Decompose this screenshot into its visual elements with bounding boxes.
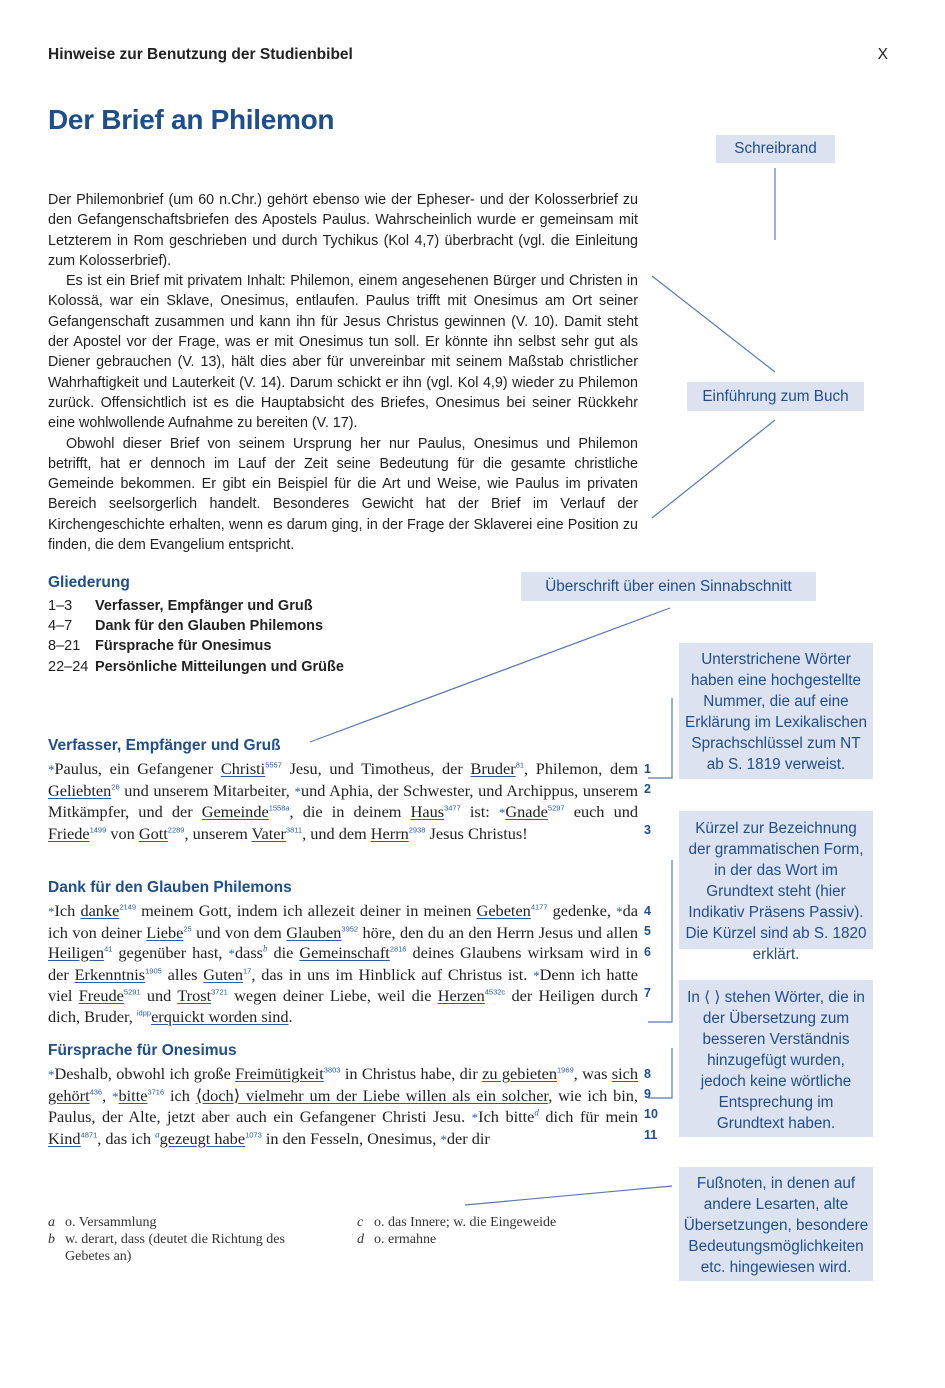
section-heading: Dank für den Glauben Philemons <box>48 879 292 896</box>
lexicon-word[interactable]: Gebeten <box>476 901 531 920</box>
book-title: Der Brief an Philemon <box>48 104 335 135</box>
footnote-column-left <box>48 1214 338 1265</box>
lexicon-word[interactable]: Gott <box>138 823 168 843</box>
lexicon-number[interactable]: 3811 <box>285 825 303 835</box>
lexicon-word[interactable]: Freude <box>78 986 124 1005</box>
lexicon-number[interactable]: 41 <box>104 944 113 954</box>
lexicon-number[interactable]: 5291 <box>123 987 141 997</box>
lexicon-word[interactable]: zu gebieten <box>482 1064 557 1083</box>
intro-paragraph: Obwohl dieser Brief von seinem Ursprung her nur Paulus, Onesimus und Philemon betrifft, hat er dennoch im Lauf der Zeit seine Bedeutung für die gesamte christliche Gemeinde bekommen. Er gibt ein Beispiel für die Art und Weise, wie Paulus im privaten Bereich seelsorgerlich handelt. Besonderes Gewicht hat der Brief im Verlauf der Kirchengeschichte erhalten, wenn es darum ging, in der Frage der Sklaverei eine Position zu finden, die dem Evangelium entspricht. <box>48 435 638 554</box>
asterisk-icon: * <box>48 762 55 777</box>
bible-text-section-1: *Paulus, ein Gefangener Christi$^{5557}$ Jesu, und Timotheus, der Bruder$^{81}$, Philemon, dem Geliebten$^{26}$ und unserem Mitarbeiter, *und Aphia, der Schwester, und Archippus, unserem Mitkämpfer, und der Gemeinde$^{1558a}$, die in deinem Haus$^{3477}$ ist: *Gnade$^{5297}$ euch und Friede$^{1499}$ von Gott$^{2289}$, unserem Vater$^{3811}$, und dem Herrn$^{2938}$ Jesus Christus! <box>48 759 638 843</box>
book-introduction <box>48 190 638 555</box>
running-header <box>48 46 888 64</box>
lexicon-word[interactable]: Herrn <box>370 823 409 843</box>
lexicon-number[interactable]: 2938 <box>408 825 426 835</box>
verse-number: 9 <box>644 1087 651 1101</box>
lexicon-number[interactable]: 1499 <box>89 825 107 835</box>
footnote: a o. Versammlung <box>48 1215 157 1230</box>
lexicon-word[interactable]: Herzen <box>437 986 485 1005</box>
outline-item <box>48 636 344 656</box>
asterisk-icon: * <box>228 946 235 961</box>
lexicon-word[interactable]: gezeugt habe <box>159 1128 246 1148</box>
footnote: c o. das Innere; w. die Eingeweide <box>357 1215 557 1230</box>
lexicon-number[interactable]: 3952 <box>341 924 359 934</box>
footnote-marker[interactable]: b <box>263 943 268 954</box>
lexicon-word[interactable]: Vater <box>251 823 286 843</box>
lexicon-number[interactable]: 4177 <box>530 902 548 912</box>
callout-fussnoten: Fußnoten, in denen auf andere Lesarten, alte Übersetzungen, besondere Bedeutungsmöglichkeiten etc. hingewiesen wird. <box>679 1167 873 1281</box>
verse-number: 4 <box>644 904 651 918</box>
lexicon-number[interactable]: 5297 <box>547 803 565 813</box>
lexicon-number[interactable]: 5557 <box>265 760 282 770</box>
lexicon-number[interactable]: 25 <box>183 924 192 934</box>
lexicon-number[interactable]: 81 <box>515 760 525 770</box>
lexicon-number[interactable]: 1905 <box>145 966 162 976</box>
outline-item <box>48 616 344 636</box>
running-title: Hinweise zur Benutzung der Studienbibel <box>48 46 353 63</box>
lexicon-number[interactable]: 1558a <box>268 803 290 813</box>
asterisk-icon: * <box>616 904 623 919</box>
lexicon-number[interactable]: 3716 <box>147 1087 165 1097</box>
verse-number: 2 <box>644 782 651 796</box>
outline-text: Fürsprache für Onesimus <box>95 638 272 655</box>
lexicon-number[interactable]: 2289 <box>167 825 185 835</box>
verse-number: 11 <box>644 1128 658 1142</box>
asterisk-icon: * <box>48 1067 55 1082</box>
bible-text-section-2: *Ich danke$^{2149}$ meinem Gott, indem ich allezeit deiner in meinen Gebeten$^{4177}$ gedenke, *da ich von deiner Liebe$^{25}$ und von dem Glauben$^{3952}$ höre, den du an den Herrn Jesus und allen Heiligen$^{41}$ gegenüber hast, *dass$^b$ die Gemeinschaft$^{2816}$ deines Glaubens wirksam wird in der Erkenntnis$^{1905}$ alles Guten$^{17}$, das in uns im Hinblick auf Christus ist. *Denn ich hatte viel Freude$^{5291}$ und Trost$^{3721}$ wegen deiner Liebe, weil die Herzen$^{4532c}$ der Heiligen durch dich, Bruder, $^{idpp}$erquickt worden sind. <box>48 901 639 1026</box>
footnote-marker[interactable]: a <box>155 1129 160 1140</box>
verse-number: 6 <box>644 945 651 959</box>
lexicon-number[interactable]: 2149 <box>119 902 136 912</box>
asterisk-icon: * <box>440 1131 447 1147</box>
outline-item <box>48 596 344 616</box>
lexicon-word[interactable]: Haus <box>410 802 445 821</box>
asterisk-icon: * <box>471 1110 479 1125</box>
asterisk-icon: * <box>112 1088 119 1104</box>
lexicon-number[interactable]: 1969 <box>556 1065 574 1075</box>
verse-number: 8 <box>644 1067 651 1081</box>
callout-ueberschrift: Überschrift über einen Sinnabschnitt <box>521 572 816 601</box>
lexicon-word[interactable]: danke <box>80 901 120 920</box>
lexicon-number[interactable]: 1073 <box>245 1130 262 1140</box>
page-number: X <box>877 46 888 63</box>
lexicon-word[interactable]: bitte <box>118 1085 148 1105</box>
lexicon-number[interactable]: 436 <box>89 1087 103 1097</box>
footnote: d o. ermahne <box>357 1232 437 1247</box>
lexicon-number[interactable]: 4871 <box>80 1130 98 1140</box>
outline-text: Persönliche Mitteilungen und Grüße <box>95 658 344 675</box>
added-words[interactable]: ⟨doch⟩ vielmehr um der Liebe willen als ein solcher <box>195 1085 549 1105</box>
lexicon-word[interactable]: Erkenntnis <box>74 964 146 984</box>
outline-item <box>48 657 344 677</box>
lexicon-word[interactable]: Heiligen <box>48 943 105 962</box>
verse-number: 10 <box>644 1107 658 1121</box>
lexicon-word[interactable]: Christi <box>220 759 266 778</box>
section-heading: Verfasser, Empfänger und Gruß <box>48 737 281 754</box>
footnote: b w. derart, dass (deutet die Richtung des Gebetes an) <box>48 1232 285 1264</box>
lexicon-word[interactable]: Bruder <box>470 759 516 778</box>
asterisk-icon: * <box>533 967 540 983</box>
bible-text-section-3: *Deshalb, obwohl ich große Freimütigkeit$^{3803}$ in Christus habe, dir zu gebieten$^{1969}$, was sich gehört$^{436}$, *bitte$^{3716}$ ich ⟨doch⟩ vielmehr um der Liebe willen als ein solcher, wie ich bin, Paulus, der Alte, jetzt aber auch ein Gefangener Christi Jesu. *Ich bitte$^d$ dich für mein Kind$^{4871}$, das ich $^a$gezeugt habe$^{1073}$ in den Fesseln, Onesimus, *der dir <box>48 1064 639 1148</box>
lexicon-word[interactable]: Friede <box>48 823 90 843</box>
verse-number: 1 <box>644 762 651 776</box>
verse-number: 3 <box>644 823 651 837</box>
footnote-column-right <box>357 1214 657 1248</box>
section-heading: Fürsprache für Onesimus <box>48 1042 237 1059</box>
asterisk-icon: * <box>48 904 55 919</box>
intro-paragraph: Es ist ein Brief mit privatem Inhalt: Philemon, einem angesehenen Bürger und Christen in Kolossä, war ein Sklave, Onesimus, entlaufen. Paulus trifft mit Onesimus am Ort seiner Gefangenschaft zusammen und kann ihn für Jesus Christus gewinnen (V. 10). Damit steht der Apostel vor der Frage, was er mit Onesimus tun soll. Er könnte ihn selbst sehr gut als Diener gebrauchen (V. 13), hält dies aber für unvereinbar mit seinem Maßstab christlicher Wahrhaftigkeit und Lauterkeit (V. 14). Darum schickt er ihn (vgl. Kol 4,9) wieder zu Philemon zurück. Offensichtlich ist es die Hauptabsicht des Briefes, Onesimus bei seiner Rückkehr eine wohlwollende Aufnahme zu bereiten (V. 17). <box>48 273 638 432</box>
lexicon-number[interactable]: 2816 <box>389 944 407 954</box>
grammar-code[interactable]: idpp <box>136 1008 152 1018</box>
lexicon-word[interactable]: sich gehört <box>48 1064 639 1105</box>
lexicon-number[interactable]: 3721 <box>211 987 228 997</box>
callout-kuerzel: Kürzel zur Bezeichnung der grammatischen Form, in der das Wort im Grundtext steht (hier Indikativ Präsens Passiv). Die Kürzel sind ab S. 1820 erklärt. <box>679 811 873 949</box>
verse-number: 7 <box>644 986 651 1000</box>
footnote-marker[interactable]: d <box>534 1107 539 1118</box>
verse-number: 5 <box>644 924 651 938</box>
outline-text: Verfasser, Empfänger und Gruß <box>95 598 313 614</box>
callout-klammern: In ⟨ ⟩ stehen Wörter, die in der Übersetzung zum besseren Verständnis hinzugefügt wurden, jedoch keine wörtliche Entsprechung im Grundtext haben. <box>679 980 873 1137</box>
callout-unterstrichen: Unterstrichene Wörter haben eine hochgestellte Nummer, die auf eine Erklärung im Lexikalischen Sprachschlüssel zum NT ab S. 1819 verweist. <box>679 643 873 779</box>
lexicon-word[interactable]: Gnade <box>505 802 548 821</box>
lexicon-word[interactable]: Liebe <box>146 922 184 942</box>
lexicon-number[interactable]: 17 <box>243 966 252 976</box>
outline-list <box>48 596 344 677</box>
lexicon-word[interactable]: Gemeinde <box>201 802 269 821</box>
outline-heading: Gliederung <box>48 574 130 591</box>
lexicon-word[interactable]: Freimütigkeit <box>235 1064 324 1083</box>
callout-einfuehrung: Einführung zum Buch <box>687 382 864 411</box>
outline-range: 4–7 <box>48 618 73 635</box>
asterisk-icon: * <box>498 805 506 820</box>
lexicon-word[interactable]: Trost <box>177 986 212 1005</box>
lexicon-number[interactable]: 4532c <box>484 987 506 997</box>
outline-range: 8–21 <box>48 638 81 655</box>
lexicon-word[interactable]: Geliebten <box>48 780 112 800</box>
lexicon-word[interactable]: Kind <box>48 1128 81 1148</box>
lexicon-word[interactable]: Gemeinschaft <box>299 943 390 962</box>
lexicon-number[interactable]: 3477 <box>444 803 461 813</box>
lexicon-number[interactable]: 3803 <box>323 1065 341 1075</box>
intro-paragraph: Der Philemonbrief (um 60 n.Chr.) gehört ebenso wie der Epheser- und der Kolosserbrief zu den Gefangenschaftsbriefen des Apostels Paulus. Wahrscheinlich wurde er gemeinsam mit Letzterem in Rom geschrieben und durch Tychikus (Kol 4,7) überbracht (vgl. die Einleitung zum Kolosserbrief). <box>48 192 638 269</box>
lexicon-word[interactable]: Guten <box>203 964 244 984</box>
outline-range: 22–24 <box>48 658 89 675</box>
lexicon-number[interactable]: 26 <box>111 782 120 792</box>
lexicon-word[interactable]: Glauben <box>286 922 342 942</box>
outline-range: 1–3 <box>48 598 73 614</box>
asterisk-icon: * <box>294 783 301 799</box>
lexicon-word[interactable]: erquickt worden sind <box>151 1006 289 1026</box>
callout-schreibrand: Schreibrand <box>716 135 835 163</box>
outline-text: Dank für den Glauben Philemons <box>95 618 324 635</box>
